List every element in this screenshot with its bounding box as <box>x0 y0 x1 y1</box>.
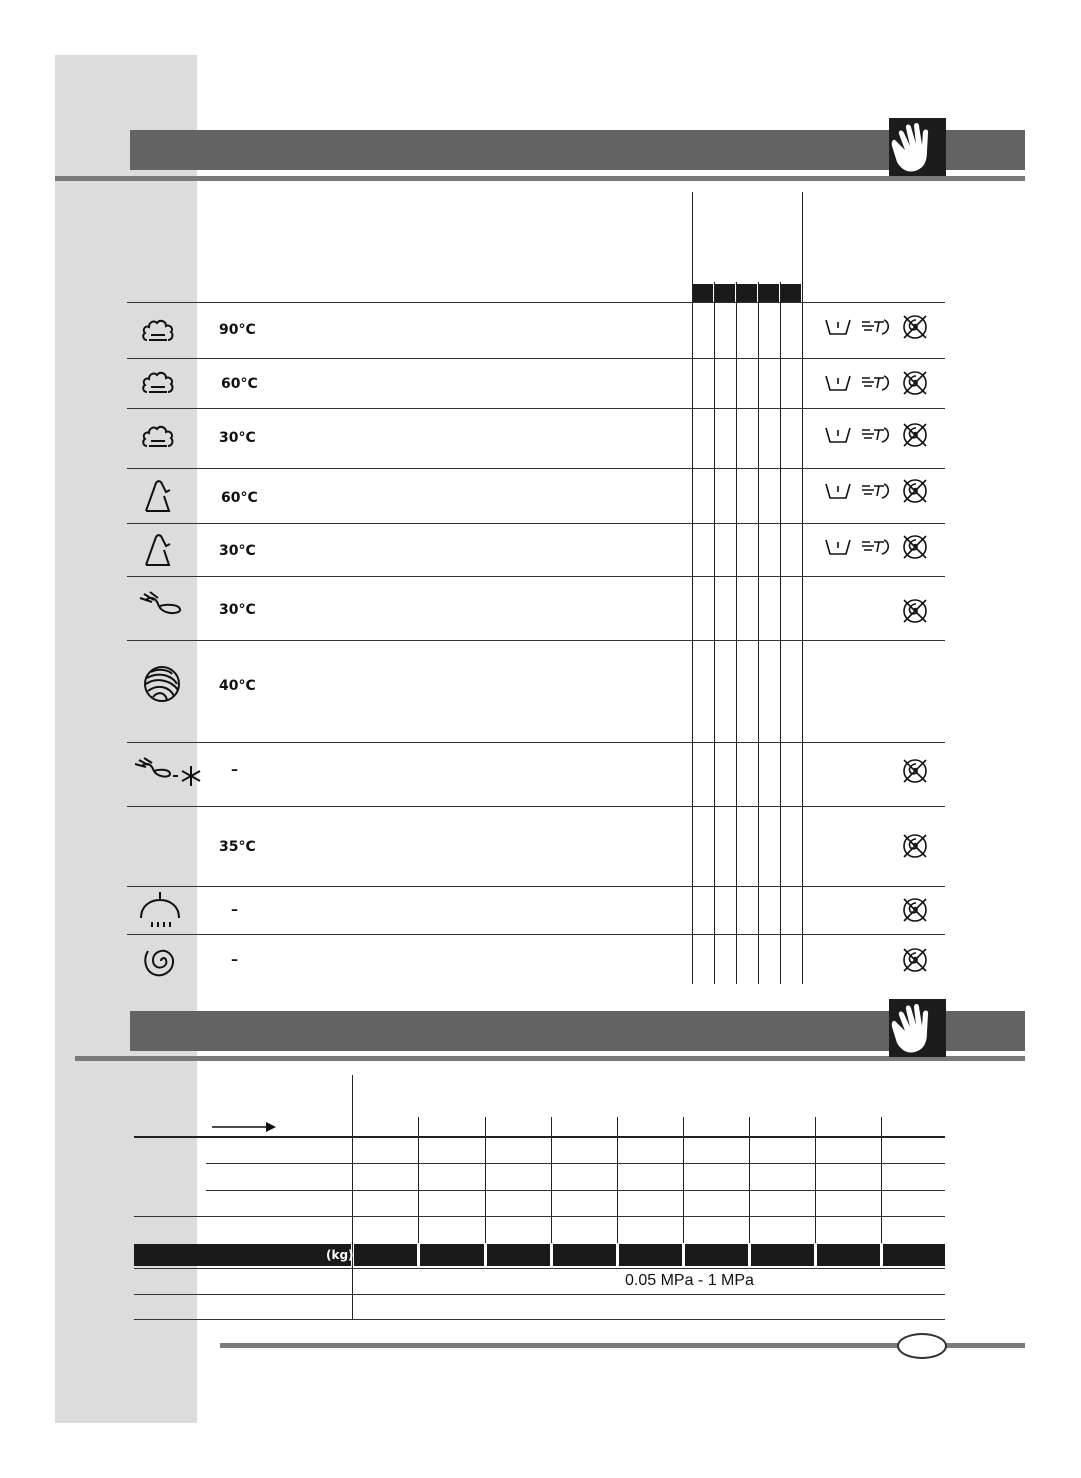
weight-cell <box>883 1244 945 1266</box>
row-line <box>127 806 945 807</box>
weight-row-label-cell <box>134 1244 351 1266</box>
weight-unit-label: (kg) <box>326 1248 354 1262</box>
option-marker <box>715 284 735 302</box>
row-line <box>127 576 945 577</box>
spec-col-line <box>352 1075 353 1319</box>
rinse-icon <box>138 890 182 935</box>
cotton-icon <box>141 368 175 403</box>
synthetic-icon <box>142 532 174 573</box>
page-number-badge <box>897 1333 947 1359</box>
temperature-label: 30°C <box>219 602 256 618</box>
temperature-label: 35°C <box>219 839 256 855</box>
no-spin-icon <box>900 756 930 786</box>
temperature-label: 90°C <box>219 322 256 338</box>
page-sidebar <box>55 55 197 1423</box>
weight-cell <box>751 1244 814 1266</box>
weight-cell <box>354 1244 417 1266</box>
weight-cell <box>619 1244 682 1266</box>
row-line <box>127 742 945 743</box>
no-spin-icon <box>900 895 930 925</box>
temperature-label: 60°C <box>221 376 258 392</box>
arrow-right-icon <box>210 1120 280 1134</box>
no-spin-icon <box>900 596 930 626</box>
cotton-icon <box>141 316 175 351</box>
hand-wash-icon <box>889 999 946 1057</box>
row-line <box>127 886 945 887</box>
temperature-label: – <box>231 902 238 918</box>
col-line <box>736 282 737 984</box>
row-line <box>127 302 945 303</box>
spec-row-line <box>134 1294 945 1295</box>
row-line <box>127 934 945 935</box>
synthetic-icon <box>142 478 174 519</box>
weight-cell <box>685 1244 748 1266</box>
col-line <box>802 192 803 984</box>
spec-row-line <box>134 1268 945 1269</box>
option-marker <box>759 284 779 302</box>
weight-cell <box>817 1244 880 1266</box>
temperature-label: 60°C <box>221 490 258 506</box>
water-pressure-value: 0.05 MPa - 1 MPa <box>625 1272 754 1289</box>
col-line <box>714 282 715 984</box>
temperature-label: 40°C <box>219 678 256 694</box>
spec-row-line <box>134 1216 945 1217</box>
cotton-icon <box>141 422 175 457</box>
option-marker <box>693 284 713 302</box>
weight-cell <box>487 1244 550 1266</box>
delicate-icon <box>136 590 184 629</box>
temperature-label: 30°C <box>219 543 256 559</box>
spec-row-line <box>206 1190 945 1191</box>
temperature-label: 30°C <box>219 430 256 446</box>
no-spin-icon <box>900 945 930 975</box>
col-line <box>758 282 759 984</box>
spec-row-line <box>134 1319 945 1320</box>
row-line <box>127 640 945 641</box>
option-marker <box>737 284 757 302</box>
section-rule-1 <box>55 176 1025 181</box>
hand-wash-icon <box>889 118 946 176</box>
spin-icon <box>140 942 182 985</box>
delicate-cold-icon <box>132 756 204 793</box>
temperature-label: – <box>231 762 238 778</box>
col-line <box>780 282 781 984</box>
option-marker <box>781 284 801 302</box>
spec-row-line <box>206 1163 945 1164</box>
spec-row-line <box>134 1136 945 1138</box>
weight-cell <box>420 1244 484 1266</box>
section-rule-2 <box>75 1056 1025 1061</box>
temperature-label: – <box>231 952 238 968</box>
care-icons-group <box>820 310 938 570</box>
wool-icon <box>141 664 183 709</box>
col-line <box>692 192 693 984</box>
weight-cell <box>553 1244 616 1266</box>
no-spin-icon <box>900 831 930 861</box>
